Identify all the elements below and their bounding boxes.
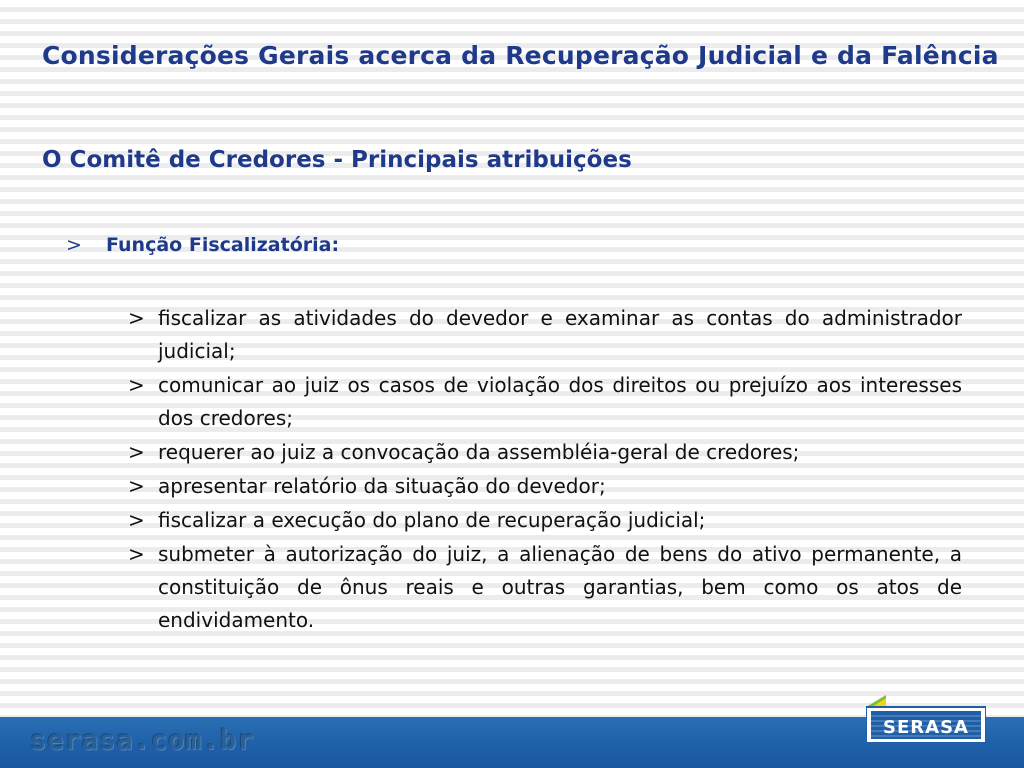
section-marker: > xyxy=(66,234,82,256)
bullet-marker: > xyxy=(128,440,145,464)
bullet-text: fiscalizar a execução do plano de recuperação judicial; xyxy=(158,508,706,532)
list-item xyxy=(128,436,962,469)
bullet-marker: > xyxy=(128,306,145,330)
slide-subtitle: O Comitê de Credores - Principais atribuições xyxy=(42,147,632,173)
bullet-marker: > xyxy=(128,508,145,532)
bullet-marker: > xyxy=(128,474,145,498)
bullet-text: requerer ao juiz a convocação da assembléia-geral de credores; xyxy=(158,440,800,464)
logo-text: SERASA xyxy=(883,717,969,738)
bullet-marker: > xyxy=(128,373,145,397)
bullet-text: comunicar ao juiz os casos de violação dos direitos ou prejuízo aos interesses dos credores; xyxy=(158,373,962,430)
footer-url[interactable]: serasa.com.br xyxy=(30,725,255,756)
section-heading-text: Função Fiscalizatória: xyxy=(106,234,340,256)
list-item xyxy=(128,470,962,503)
list-item xyxy=(128,504,962,537)
serasa-logo-icon xyxy=(866,695,986,743)
slide-title: Considerações Gerais acerca da Recuperação Judicial e da Falência xyxy=(42,41,999,70)
section-heading xyxy=(66,230,339,260)
bullet-text: fiscalizar as atividades do devedor e examinar as contas do administrador judicial; xyxy=(158,306,962,363)
bullet-text: submeter à autorização do juiz, a alienação de bens do ativo permanente, a constituição de ônus reais e outras garantias, bem como os atos de endividamento. xyxy=(158,542,962,632)
list-item xyxy=(128,538,962,637)
list-item xyxy=(128,369,962,435)
bullet-list xyxy=(128,302,962,638)
bullet-marker: > xyxy=(128,542,145,566)
list-item xyxy=(128,302,962,368)
bullet-text: apresentar relatório da situação do devedor; xyxy=(158,474,606,498)
